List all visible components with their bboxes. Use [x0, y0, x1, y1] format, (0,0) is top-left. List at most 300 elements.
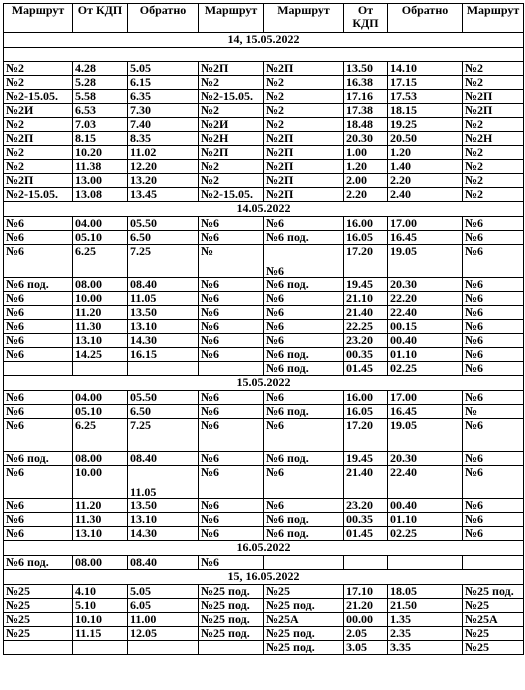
table-cell: №6 [199, 419, 264, 452]
table-cell: 17.16 [344, 90, 388, 104]
table-row [4, 306, 524, 320]
table-cell: №6 под. [264, 278, 344, 292]
table-cell: №6 [4, 466, 73, 499]
table-row [4, 146, 524, 160]
table-cell: №6 [4, 391, 73, 405]
table-row [4, 585, 524, 599]
table-cell: 00.40 [388, 499, 463, 513]
table-cell: №6 [463, 466, 524, 499]
table-cell: 3.35 [388, 641, 463, 655]
table-cell: №2И [4, 104, 73, 118]
table-row [4, 613, 524, 627]
table-cell: 11.20 [73, 306, 128, 320]
table-cell: 14.30 [128, 527, 199, 541]
date-section-row [4, 376, 524, 391]
table-cell [73, 641, 128, 655]
schedule-table [3, 3, 524, 655]
table-cell: 10.10 [73, 613, 128, 627]
table-cell: №2 [199, 76, 264, 90]
table-cell: №6 под. [264, 362, 344, 376]
table-cell: 17.20 [344, 245, 388, 278]
table-cell: 11.00 [128, 613, 199, 627]
table-cell [463, 556, 524, 570]
table-cell: №6 под. [264, 513, 344, 527]
table-row [4, 362, 524, 376]
table-cell: 5.58 [73, 90, 128, 104]
table-cell: 22.40 [388, 306, 463, 320]
table-row [4, 599, 524, 613]
table-cell: 11.20 [73, 499, 128, 513]
table-cell: №6 [463, 513, 524, 527]
table-cell: 19.05 [388, 245, 463, 278]
table-cell: №6 [463, 391, 524, 405]
table-cell: 12.20 [128, 160, 199, 174]
table-cell: 18.48 [344, 118, 388, 132]
table-cell: №6 [463, 499, 524, 513]
table-cell: 13.50 [128, 306, 199, 320]
table-cell: №6 [264, 306, 344, 320]
date-heading: 14.05.2022 [4, 202, 524, 217]
table-cell: №6 [199, 466, 264, 499]
table-row [4, 348, 524, 362]
table-cell: 19.05 [388, 419, 463, 452]
table-cell: №6 [463, 292, 524, 306]
table-cell: 6.50 [128, 405, 199, 419]
table-cell: №6 [4, 292, 73, 306]
table-cell: №6 [199, 231, 264, 245]
table-cell [199, 641, 264, 655]
table-cell: №6 под. [4, 556, 73, 570]
table-cell: №6 [199, 405, 264, 419]
table-cell: №25 под. [199, 627, 264, 641]
table-cell: 21.40 [344, 306, 388, 320]
table-cell: 17.10 [344, 585, 388, 599]
table-cell: 2.00 [344, 174, 388, 188]
header-cell: Маршрут [199, 4, 264, 33]
table-cell: №6 [4, 419, 73, 452]
table-cell: №6 [4, 245, 73, 278]
table-cell [264, 556, 344, 570]
table-cell: №2Н [199, 132, 264, 146]
table-cell: 11.05 [128, 466, 199, 499]
table-cell: 22.40 [388, 466, 463, 499]
table-cell: 8.35 [128, 132, 199, 146]
table-cell: №2 [4, 76, 73, 90]
header-cell: От КДП [344, 4, 388, 33]
table-row [4, 292, 524, 306]
table-cell: №25 под. [264, 627, 344, 641]
table-cell: 14.30 [128, 334, 199, 348]
table-cell: 16.05 [344, 231, 388, 245]
table-cell: №6 [4, 405, 73, 419]
table-row [4, 334, 524, 348]
table-cell [4, 641, 73, 655]
table-cell: 14.10 [388, 62, 463, 76]
table-cell: №2П [463, 104, 524, 118]
table-cell: №2П [199, 146, 264, 160]
table-row [4, 320, 524, 334]
table-cell: №6 [199, 527, 264, 541]
table-cell: 6.25 [73, 419, 128, 452]
table-cell: 08.40 [128, 452, 199, 466]
table-cell: 3.05 [344, 641, 388, 655]
table-cell: №2П [264, 62, 344, 76]
table-cell: №6 [199, 452, 264, 466]
table-cell [344, 556, 388, 570]
table-cell: 00.35 [344, 348, 388, 362]
table-cell: 16.15 [128, 348, 199, 362]
table-cell [4, 362, 73, 376]
header-cell: Обратно [128, 4, 199, 33]
table-cell: №6 [264, 466, 344, 499]
table-cell: №6 [463, 217, 524, 231]
table-cell: №6 [463, 320, 524, 334]
table-cell: №6 [264, 217, 344, 231]
date-heading: 15.05.2022 [4, 376, 524, 391]
table-cell: №6 под. [264, 231, 344, 245]
table-row [4, 62, 524, 76]
table-cell: 11.38 [73, 160, 128, 174]
table-cell: №6 [264, 320, 344, 334]
table-cell: 05.10 [73, 405, 128, 419]
table-cell: 00.00 [344, 613, 388, 627]
table-cell: 1.20 [344, 160, 388, 174]
table-cell: 21.20 [344, 599, 388, 613]
table-cell: 01.45 [344, 527, 388, 541]
table-cell: №6 [463, 348, 524, 362]
table-cell: №6 [4, 527, 73, 541]
table-cell: 08.00 [73, 452, 128, 466]
table-cell: №6 [463, 278, 524, 292]
table-cell: №6 [199, 320, 264, 334]
table-cell: №2-15.05. [199, 90, 264, 104]
table-cell: №6 [199, 348, 264, 362]
table-cell: 11.30 [73, 320, 128, 334]
header-cell: Маршрут [264, 4, 344, 33]
table-cell: №2П [264, 146, 344, 160]
table-cell: №6 [199, 499, 264, 513]
table-cell: 01.10 [388, 513, 463, 527]
table-cell: 4.10 [73, 585, 128, 599]
table-cell: №2 [199, 174, 264, 188]
table-cell: 5.05 [128, 585, 199, 599]
table-cell: 08.40 [128, 278, 199, 292]
table-row [4, 245, 524, 278]
table-cell: 7.30 [128, 104, 199, 118]
table-cell: 08.00 [73, 278, 128, 292]
table-cell: №25 под. [199, 585, 264, 599]
table-cell: № [463, 405, 524, 419]
table-cell: №2 [463, 188, 524, 202]
table-row [4, 556, 524, 570]
table-cell: 11.05 [128, 292, 199, 306]
table-cell: №6 [264, 292, 344, 306]
table-cell: 01.10 [388, 348, 463, 362]
table-cell: №6 [199, 217, 264, 231]
table-cell: 7.25 [128, 245, 199, 278]
table-cell: №6 под. [264, 527, 344, 541]
table-cell: №6 [4, 231, 73, 245]
table-cell: 19.45 [344, 452, 388, 466]
spacer-cell [4, 48, 524, 62]
table-cell: №2 [4, 160, 73, 174]
table-cell: №6 [199, 306, 264, 320]
table-cell: №6 [463, 419, 524, 452]
table-cell: 6.53 [73, 104, 128, 118]
table-cell: № [199, 245, 264, 278]
table-cell: №6 [463, 527, 524, 541]
table-cell: №6 под. [4, 278, 73, 292]
table-cell: 17.00 [388, 217, 463, 231]
table-cell: 10.20 [73, 146, 128, 160]
table-cell [128, 362, 199, 376]
table-cell: 2.05 [344, 627, 388, 641]
table-cell: №6 [264, 391, 344, 405]
table-cell: №25 под. [264, 599, 344, 613]
table-cell: 21.50 [388, 599, 463, 613]
table-cell: 11.30 [73, 513, 128, 527]
table-cell: 13.10 [73, 334, 128, 348]
table-row [4, 118, 524, 132]
table-cell: 13.20 [128, 174, 199, 188]
table-cell: 04.00 [73, 391, 128, 405]
table-cell: 1.40 [388, 160, 463, 174]
table-cell: 11.15 [73, 627, 128, 641]
table-cell: 19.45 [344, 278, 388, 292]
table-cell: 16.38 [344, 76, 388, 90]
table-cell: 16.00 [344, 217, 388, 231]
table-cell: 12.05 [128, 627, 199, 641]
table-cell: №6 [463, 231, 524, 245]
table-cell: 17.15 [388, 76, 463, 90]
date-heading: 15, 16.05.2022 [4, 570, 524, 585]
table-cell: №2 [199, 104, 264, 118]
table-cell: 6.15 [128, 76, 199, 90]
table-cell: 20.30 [388, 452, 463, 466]
table-cell: №2И [199, 118, 264, 132]
table-cell: №6 [463, 245, 524, 278]
table-cell: №2 [463, 62, 524, 76]
table-cell: №6 [4, 320, 73, 334]
table-cell: 21.10 [344, 292, 388, 306]
table-cell: 2.40 [388, 188, 463, 202]
table-row [4, 527, 524, 541]
table-cell: 6.05 [128, 599, 199, 613]
table-cell: №6 [264, 245, 344, 278]
table-cell: №25 [463, 599, 524, 613]
table-cell: 05.50 [128, 391, 199, 405]
table-cell [199, 362, 264, 376]
table-cell: 16.45 [388, 231, 463, 245]
table-cell: 5.28 [73, 76, 128, 90]
table-cell: №2 [463, 160, 524, 174]
table-cell: 6.50 [128, 231, 199, 245]
table-cell: №6 [264, 334, 344, 348]
table-cell: №6 под. [4, 452, 73, 466]
table-cell: №6 [463, 334, 524, 348]
table-cell: №2 [463, 118, 524, 132]
date-heading: 16.05.2022 [4, 541, 524, 556]
table-cell: №6 [463, 362, 524, 376]
schedule-body [4, 4, 524, 655]
table-cell: №2 [264, 118, 344, 132]
table-cell: №25 [4, 585, 73, 599]
table-cell: 00.35 [344, 513, 388, 527]
table-cell: №6 [4, 513, 73, 527]
table-cell: №2 [4, 62, 73, 76]
table-cell: №25 [4, 599, 73, 613]
table-cell [388, 556, 463, 570]
table-cell: №25 [264, 585, 344, 599]
table-cell: 14.25 [73, 348, 128, 362]
table-cell: 2.20 [344, 188, 388, 202]
table-cell: №2-15.05. [4, 90, 73, 104]
table-cell: №6 [463, 306, 524, 320]
table-cell: 20.30 [344, 132, 388, 146]
table-cell: 16.45 [388, 405, 463, 419]
table-cell: №6 [199, 513, 264, 527]
table-cell: 22.25 [344, 320, 388, 334]
header-cell: Маршрут [4, 4, 73, 33]
table-cell: 5.10 [73, 599, 128, 613]
table-cell: №25 под. [199, 599, 264, 613]
table-cell: 4.28 [73, 62, 128, 76]
table-row [4, 90, 524, 104]
table-cell: 00.40 [388, 334, 463, 348]
table-cell: 01.45 [344, 362, 388, 376]
table-cell: №25 под. [264, 641, 344, 655]
table-cell: 2.20 [388, 174, 463, 188]
table-cell: №25А [264, 613, 344, 627]
table-cell: 05.50 [128, 217, 199, 231]
table-cell: №6 [199, 334, 264, 348]
table-cell: 02.25 [388, 527, 463, 541]
table-row [4, 391, 524, 405]
table-cell: 13.45 [128, 188, 199, 202]
table-cell: №2П [264, 188, 344, 202]
table-cell: №2П [199, 62, 264, 76]
table-cell [73, 362, 128, 376]
table-cell: №6 [199, 292, 264, 306]
table-cell: 19.25 [388, 118, 463, 132]
table-cell: 23.20 [344, 334, 388, 348]
header-cell: Маршрут [463, 4, 524, 33]
table-cell: №6 [4, 499, 73, 513]
table-cell: №2Н [463, 132, 524, 146]
table-cell: №2 [264, 90, 344, 104]
table-cell: №2 [199, 160, 264, 174]
table-cell: 1.35 [388, 613, 463, 627]
table-row [4, 132, 524, 146]
table-cell: 17.20 [344, 419, 388, 452]
table-cell: 18.05 [388, 585, 463, 599]
table-cell: 23.20 [344, 499, 388, 513]
table-cell: №2 [463, 174, 524, 188]
header-cell: Обратно [388, 4, 463, 33]
table-row [4, 641, 524, 655]
table-row [4, 231, 524, 245]
table-cell: 20.50 [388, 132, 463, 146]
table-cell: №6 [199, 391, 264, 405]
table-cell [128, 641, 199, 655]
table-cell: №2П [463, 90, 524, 104]
header-cell: От КДП [73, 4, 128, 33]
date-heading: 14, 15.05.2022 [4, 33, 524, 48]
table-cell: №25 [4, 627, 73, 641]
table-row [4, 419, 524, 452]
table-cell: №6 [4, 217, 73, 231]
table-cell: 5.05 [128, 62, 199, 76]
table-cell: 00.15 [388, 320, 463, 334]
table-cell: 17.38 [344, 104, 388, 118]
table-row [4, 405, 524, 419]
table-cell: №6 [463, 452, 524, 466]
table-cell: 18.15 [388, 104, 463, 118]
table-row [4, 499, 524, 513]
table-cell: 13.10 [73, 527, 128, 541]
date-section-row [4, 33, 524, 48]
table-cell: №6 под. [264, 452, 344, 466]
table-cell: №6 [199, 556, 264, 570]
table-cell: 2.35 [388, 627, 463, 641]
table-row [4, 76, 524, 90]
table-cell: 7.03 [73, 118, 128, 132]
table-cell: 13.10 [128, 513, 199, 527]
table-cell: 17.53 [388, 90, 463, 104]
table-cell: 17.00 [388, 391, 463, 405]
table-cell: №2П [264, 132, 344, 146]
table-row [4, 513, 524, 527]
table-row [4, 160, 524, 174]
table-cell: №6 [4, 334, 73, 348]
table-cell: №2П [264, 174, 344, 188]
table-row [4, 466, 524, 499]
table-cell: №2 [264, 104, 344, 118]
table-cell: 13.00 [73, 174, 128, 188]
table-cell: №6 под. [264, 405, 344, 419]
table-row [4, 452, 524, 466]
table-cell: №2 [4, 118, 73, 132]
table-cell: 13.50 [128, 499, 199, 513]
table-row [4, 174, 524, 188]
table-cell: №2П [264, 160, 344, 174]
table-cell: №6 [264, 419, 344, 452]
table-cell: №2 [463, 146, 524, 160]
table-cell: 13.50 [344, 62, 388, 76]
table-cell: 7.25 [128, 419, 199, 452]
table-cell: 16.05 [344, 405, 388, 419]
table-cell: 7.40 [128, 118, 199, 132]
table-cell: №25А [463, 613, 524, 627]
table-row [4, 104, 524, 118]
table-cell: 02.25 [388, 362, 463, 376]
date-section-row [4, 202, 524, 217]
table-cell: 13.10 [128, 320, 199, 334]
table-cell: №2П [4, 174, 73, 188]
table-row [4, 278, 524, 292]
table-cell: 13.08 [73, 188, 128, 202]
table-row [4, 217, 524, 231]
table-cell: №2 [4, 146, 73, 160]
table-cell: №2-15.05. [199, 188, 264, 202]
table-cell: 11.02 [128, 146, 199, 160]
table-cell: №6 [264, 499, 344, 513]
table-cell: 04.00 [73, 217, 128, 231]
table-cell: №6 [199, 278, 264, 292]
table-cell: №2П [4, 132, 73, 146]
table-cell: №6 под. [264, 348, 344, 362]
table-cell: 1.20 [388, 146, 463, 160]
